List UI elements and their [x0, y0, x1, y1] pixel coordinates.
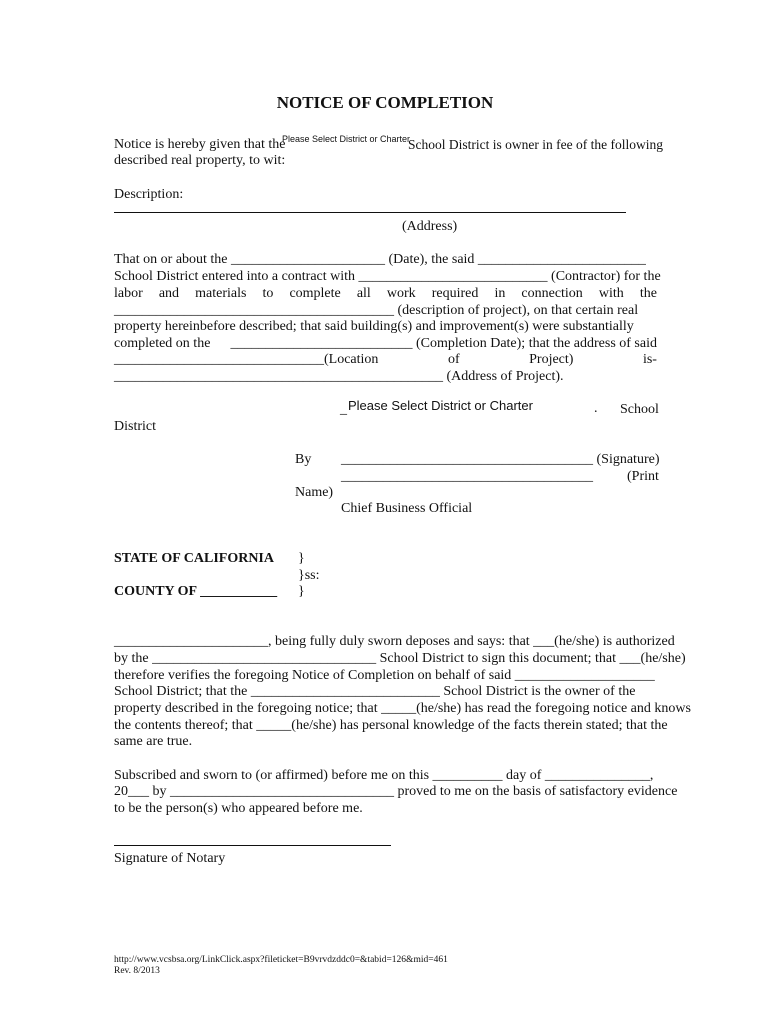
footer-url: http://www.vcsbsa.org/LinkClick.aspx?fileticket=B9vrvdzddc0=&tabid=126&mid=461 — [114, 955, 448, 965]
district-underscore: _ — [340, 402, 347, 417]
word: all — [356, 286, 371, 301]
line-text: completed on the — [114, 336, 211, 351]
print-name-line: ____________________________________ — [341, 469, 593, 484]
school-label: School — [620, 402, 659, 417]
word: ______________________________(Location — [114, 352, 379, 367]
notary-signature-line — [114, 845, 391, 846]
word: connection — [521, 286, 583, 301]
word: with — [598, 286, 624, 301]
subscribed-line-1: Subscribed and sworn to (or affirmed) before me on this __________ day of _______________, — [114, 768, 654, 783]
description-line — [114, 212, 626, 213]
signature-line: ____________________________________ (Signature) — [341, 452, 660, 467]
district-dot: . — [594, 401, 598, 416]
notary-label: Signature of Notary — [114, 851, 226, 866]
page-title: NOTICE OF COMPLETION — [276, 93, 494, 112]
subscribed-line-3: to be the person(s) who appeared before me. — [114, 801, 363, 816]
word: complete — [289, 286, 341, 301]
brace: } — [298, 584, 305, 599]
body-line-7 — [114, 351, 657, 368]
word: work — [386, 286, 416, 301]
sworn-line-2: by the ________________________________ School District to sign this document; that ___(he/she) — [114, 651, 686, 666]
footer-revision: Rev. 8/2013 — [114, 966, 160, 976]
word: Project) — [529, 352, 574, 367]
sworn-line-6: the contents thereof; that _____(he/she) has personal knowledge of the facts therein stated; that the — [114, 718, 668, 733]
official-title: Chief Business Official — [341, 501, 473, 516]
word: labor — [114, 286, 143, 301]
state-label: STATE OF CALIFORNIA — [114, 551, 274, 566]
intro-line-2: described real property, to wit: — [114, 153, 286, 168]
word: to — [262, 286, 274, 301]
sworn-line-3: therefore verifies the foregoing Notice of Completion on behalf of said ____________________ — [114, 668, 655, 683]
sworn-line-5: property described in the foregoing notice; that _____(he/she) has read the foregoing notice and knows — [114, 701, 691, 716]
district-select-field[interactable]: Please Select District or Charter — [282, 134, 411, 144]
body-line-4: ________________________________________ (description of project), on that certain real — [114, 303, 639, 318]
body-line-6 — [114, 335, 657, 352]
word: materials — [195, 286, 247, 301]
name-label: Name) — [295, 485, 334, 500]
word: required — [431, 286, 479, 301]
intro-prefix: Notice is hereby given that the — [114, 137, 286, 152]
sworn-line-1: ______________________, being fully duly sworn deposes and says: that ___(he/she) is authorized — [114, 634, 675, 649]
body-line-8: _______________________________________________ (Address of Project). — [114, 369, 564, 384]
word: and — [158, 286, 180, 301]
body-line-2: School District entered into a contract with ___________________________ (Contractor) for the — [114, 269, 661, 284]
print-label: (Print — [627, 469, 659, 484]
ss-label: }ss: — [298, 568, 320, 583]
word: the — [639, 286, 657, 301]
word: of — [447, 352, 460, 367]
description-label: Description: — [114, 187, 184, 202]
body-line-3 — [114, 285, 657, 302]
sworn-line-4: School District; that the ___________________________ School District is the owner of the — [114, 684, 636, 699]
word: is- — [642, 352, 657, 367]
district-select-field-2[interactable]: Please Select District or Charter — [348, 398, 533, 413]
brace: } — [298, 551, 305, 566]
line-text: __________________________ (Completion Date); that the address of said — [230, 336, 657, 351]
district-label: District — [114, 419, 156, 434]
intro-suffix: School District is owner in fee of the following — [408, 137, 663, 152]
sworn-line-7: same are true. — [114, 734, 193, 749]
body-line-5: property hereinbefore described; that said building(s) and improvement(s) were substantially — [114, 319, 634, 334]
address-caption: (Address) — [402, 219, 458, 234]
body-line-1: That on or about the ______________________ (Date), the said ________________________ — [114, 252, 646, 267]
by-label: By — [295, 452, 312, 467]
word: in — [494, 286, 506, 301]
county-label: COUNTY OF ___________ — [114, 584, 278, 599]
subscribed-line-2: 20___ by ________________________________ proved to me on the basis of satisfactory evidence — [114, 784, 678, 799]
